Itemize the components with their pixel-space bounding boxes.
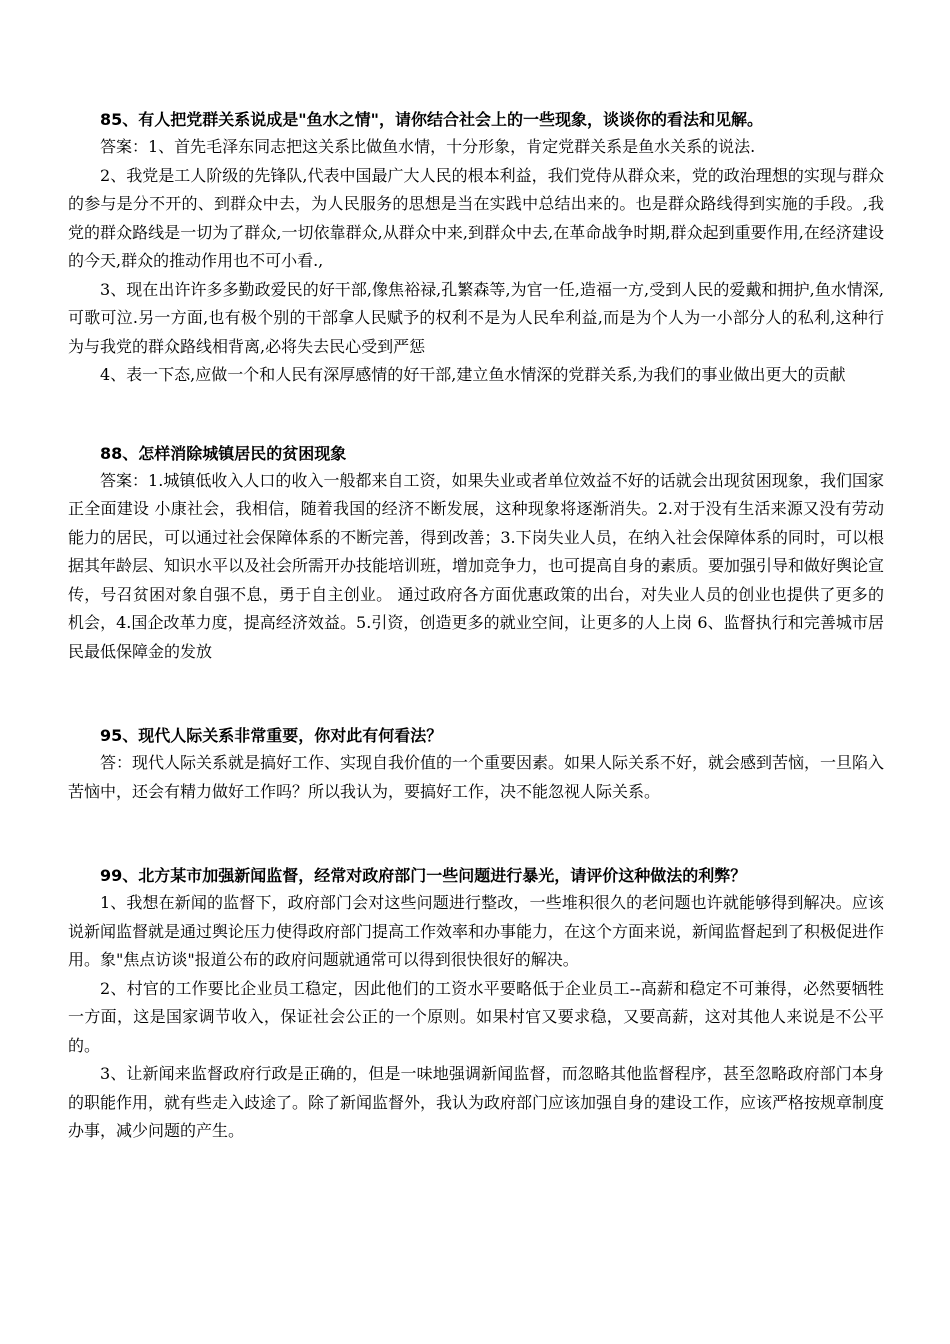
- question-title: 99、北方某市加强新闻监督，经常对政府部门一些问题进行暴光，请评价这种做法的利弊？: [100, 866, 747, 885]
- section-spacer: [68, 666, 884, 722]
- answer-paragraph: 1、我想在新闻的监督下，政府部门会对这些问题进行整改，一些堆积很久的老问题也许就能够得到解决。应该说新闻监督就是通过舆论压力使得政府部门提高工作效率和办事能力，在这个方面来说，新闻监督起到了积极促进作用。象"焦点访谈"报道公布的政府问题就通常可以得到很快很好的解决。: [68, 893, 885, 969]
- answer-paragraph: 4、表一下态,应做一个和人民有深厚感情的好干部,建立鱼水情深的党群关系,为我们的事业做出更大的贡献: [100, 365, 846, 384]
- question-85: [68, 106, 884, 390]
- question-95: [68, 722, 884, 806]
- answer-paragraph: 答案：1、首先毛泽东同志把这关系比做鱼水情，十分形象，肯定党群关系是鱼水关系的说法.: [100, 137, 756, 156]
- question-title: 95、现代人际关系非常重要，你对此有何看法？: [100, 726, 443, 745]
- question-title: 85、有人把党群关系说成是"鱼水之情"，请你结合社会上的一些现象，谈谈你的看法和见解。: [100, 110, 763, 129]
- section-spacer: [68, 390, 884, 440]
- answer-paragraph: 3、现在出许许多多勤政爱民的好干部,像焦裕禄,孔繁森等,为官一任,造福一方,受到人民的爱戴和拥护,鱼水情深,可歌可泣.另一方面,也有极个别的干部拿人民赋予的权利不是为人民牟利益,而是为个人为一小部分人的私利,这种行为与我党的群众路线相背离,必将失去民心受到严惩: [68, 279, 884, 356]
- answer-paragraph: 答：现代人际关系就是搞好工作、实现自我价值的一个重要因素。如果人际关系不好，就会感到苦恼，一旦陷入苦恼中，还会有精力做好工作吗？所以我认为，要搞好工作，决不能忽视人际关系。: [68, 753, 885, 801]
- answer-paragraph: 2、村官的工作要比企业员工稳定，因此他们的工资水平要略低于企业员工--高薪和稳定不可兼得，必然要牺牲一方面，这是国家调节收入，保证社会公正的一个原则。如果村官又要求稳，又要高薪，这对其他人来说是不公平的。: [68, 978, 884, 1055]
- answer-paragraph: 3、让新闻来监督政府行政是正确的，但是一味地强调新闻监督，而忽略其他监督程序，甚至忽略政府部门本身的职能作用，就有些走入歧途了。除了新闻监督外，我认为政府部门应该加强自身的建设工作，应该严格按规章制度办事，减少问题的产生。: [68, 1064, 885, 1140]
- question-99: [68, 862, 884, 1146]
- section-spacer: [68, 806, 884, 862]
- answer-paragraph: 答案：1.城镇低收入人口的收入一般都来自工资，如果失业或者单位效益不好的话就会出现贫困现象，我们国家正全面建设 小康社会，我相信，随着我国的经济不断发展，这种现象将逐渐消失。2.对于没有生活来源又没有劳动能力的居民，可以通过社会保障体系的不断完善，得到改善；3.下岗失业人员，在纳入社会保障体系的同时，可以根据其年龄层、知识水平以及社会所需开办技能培训班，增加竞争力，也可提高自身的素质。要加强引导和做好舆论宣传，号召贫困对象自强不息，勇于自主创业。 通过政府各方面优惠政策的出台，对失业人员的创业也提供了更多的机会，4.国企改革力度，提高经济效益。5.引资，创造更多的就业空间，让更多的人上岗 6、监督执行和完善城市居民最低保障金的发放: [68, 470, 885, 661]
- question-88: [68, 440, 884, 667]
- document-page: [68, 106, 884, 1146]
- answer-paragraph: 2、我党是工人阶级的先锋队,代表中国最广大人民的根本利益，我们党侍从群众来，党的政治理想的实现与群众的参与是分不开的、到群众中去，为人民服务的思想是当在实践中总结出来的。也是群众路线得到实施的手段。,我党的群众路线是一切为了群众,一切依靠群众,从群众中来,到群众中去,在革命战争时期,群众起到重要作用,在经济建设的今天,群众的推动作用也不可小看.,: [68, 165, 884, 270]
- question-title: 88、怎样消除城镇居民的贫困现象: [100, 443, 347, 463]
